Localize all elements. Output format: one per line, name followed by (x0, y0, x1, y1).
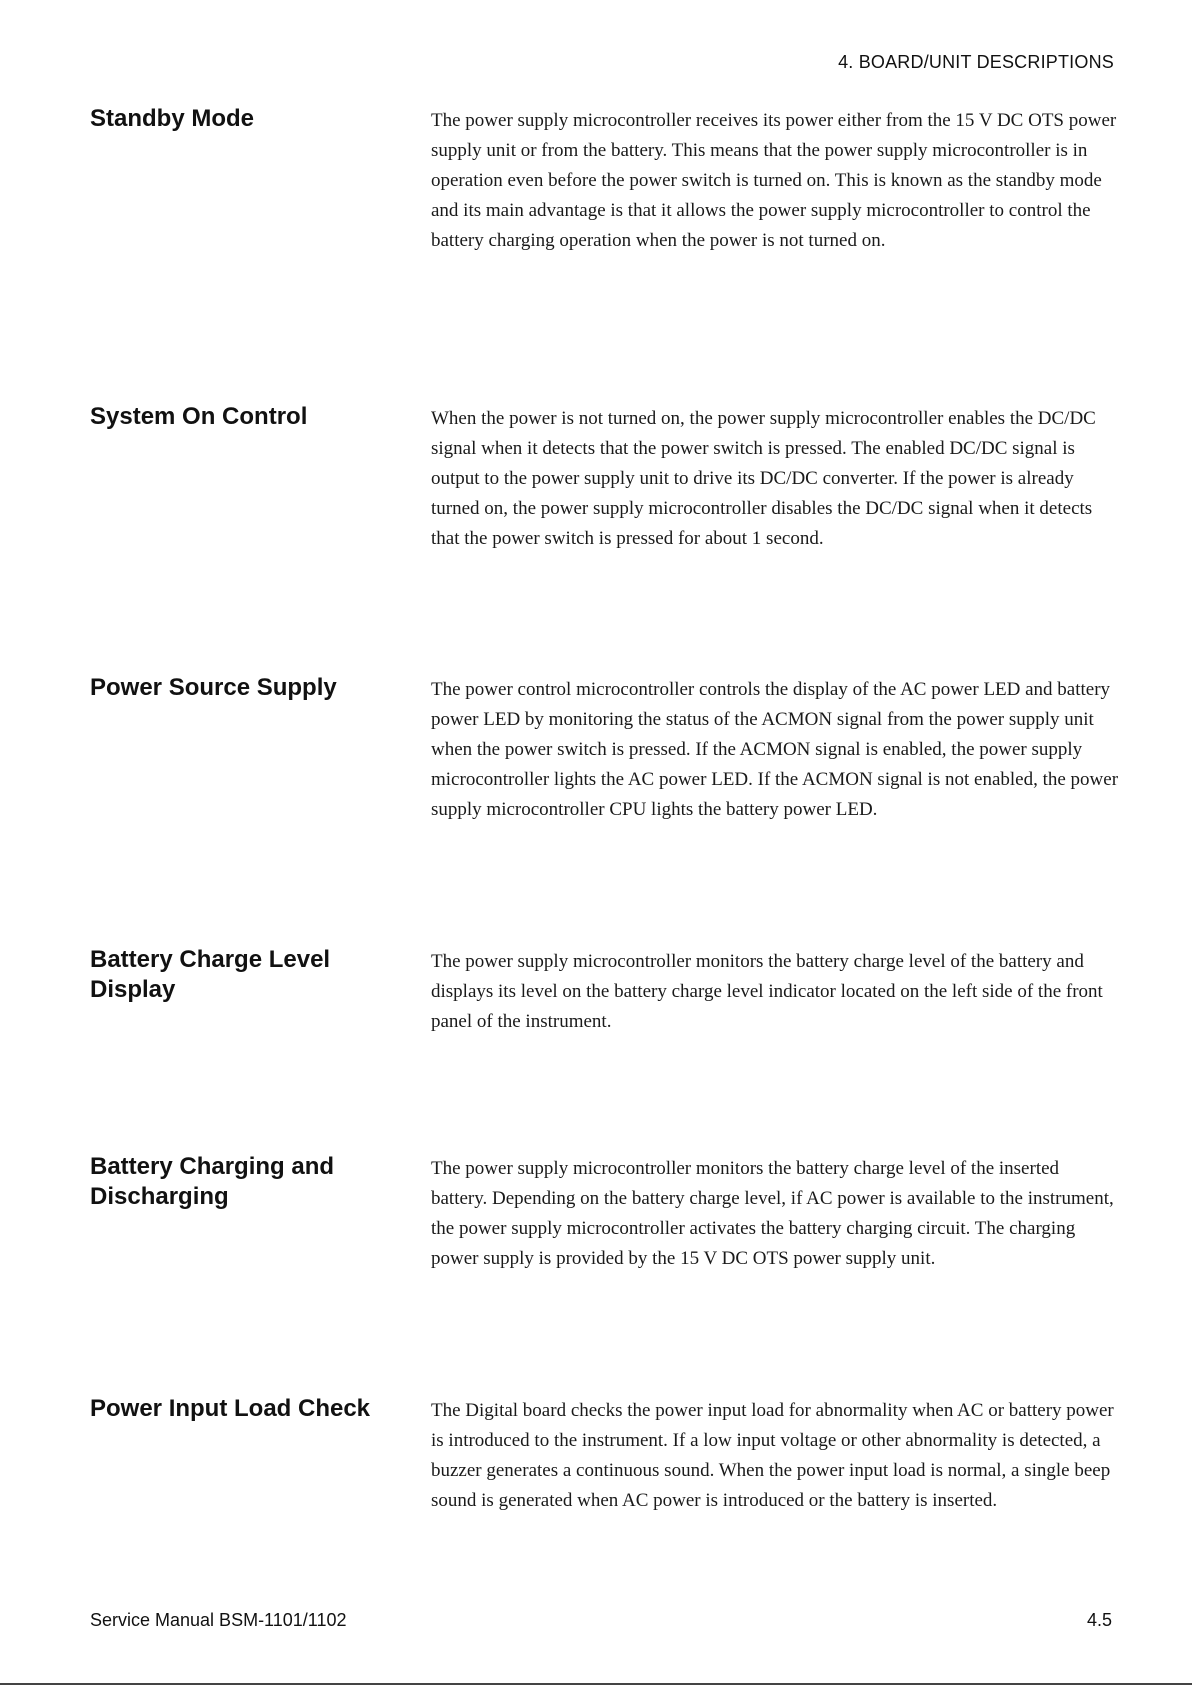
section-body: When the power is not turned on, the power supply microcontroller enables the DC/DC signal when it detects that the power switch is pressed. The enabled DC/DC signal is output to the power supply unit to drive its DC/DC converter. If the power is already turned on, the power supply microcontroller disables the DC/DC signal when it detects that the power switch is pressed for about 1 second. (431, 408, 1096, 549)
section-body: The power supply microcontroller monitors the battery charge level of the battery and displays its level on the battery charge level indicator located on the left side of the front panel of the instrument. (431, 951, 1103, 1032)
section-heading: Standby Mode (90, 105, 255, 132)
section-heading: Power Input Load Check (90, 1395, 371, 1422)
section-body: The Digital board checks the power input load for abnormality when AC or battery power is introduced to the instrument. If a low input voltage or other abnormality is detected, a buzzer generates a continuous sound. When the power input load is normal, a single beep sound is generated when AC power is introduced or the battery is inserted. (431, 1400, 1114, 1511)
footer-manual-title: Service Manual BSM-1101/1102 (90, 1610, 347, 1630)
section-body: The power control microcontroller controls the display of the AC power LED and battery power LED by monitoring the status of the ACMON signal from the power supply unit when the power switch is pressed. If the ACMON signal is enabled, the power supply microcontroller lights the AC power LED. If the ACMON signal is not enabled, the power supply microcontroller CPU lights the battery power LED. (431, 679, 1119, 820)
section-heading: Battery Charge Level Display (90, 946, 331, 1003)
section-body: The power supply microcontroller receives its power either from the 15 V DC OTS power supply unit or from the battery. This means that the power supply microcontroller is in operation even before the power switch is turned on. This is known as the standby mode and its main advantage is that it allows the power supply microcontroller to control the battery charging operation when the power is not turned on. (431, 110, 1117, 251)
section-body: The power supply microcontroller monitors the battery charge level of the inserted battery. Depending on the battery charge level, if AC power is available to the instrument, the power supply microcontroller activates the battery charging circuit. The charging power supply is provided by the 15 V DC OTS power supply unit. (431, 1158, 1114, 1269)
page-header-chapter: 4. BOARD/UNIT DESCRIPTIONS (838, 52, 1114, 72)
section-heading: Battery Charging and Discharging (90, 1153, 335, 1210)
footer-page-number: 4.5 (1086, 1610, 1112, 1630)
section-heading: System On Control (90, 403, 308, 430)
section-heading: Power Source Supply (90, 674, 337, 701)
